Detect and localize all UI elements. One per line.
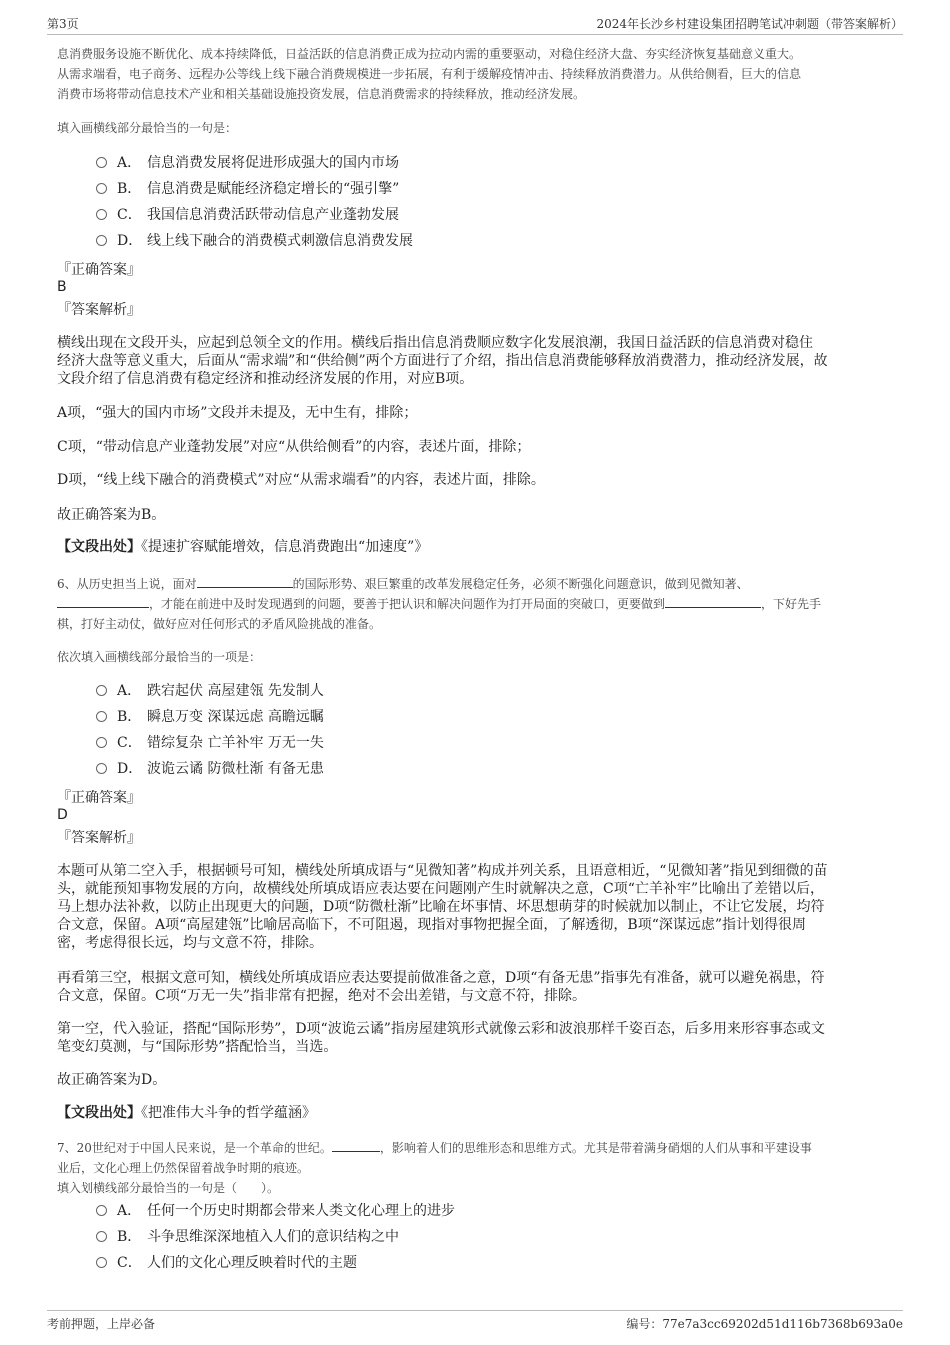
q5-conclusion: 故正确答案为B。 [57, 507, 166, 523]
radio-icon[interactable] [96, 183, 107, 194]
fill-blank [57, 595, 149, 608]
radio-icon[interactable] [96, 157, 107, 168]
q6-option-a[interactable]: A． 跌宕起伏 高屋建瓴 先发制人 [96, 678, 796, 704]
document-serial: 编号：77e7a3cc69202d51d116b7368b693a0e [626, 1317, 903, 1331]
radio-icon[interactable] [96, 1231, 107, 1242]
q6-conclusion: 故正确答案为D。 [57, 1072, 167, 1088]
radio-icon[interactable] [96, 209, 107, 220]
q6-stem: 6、从历史担当上说，面对 的国际形势、艰巨繁重的改革发展稳定任务，必须不断强化问题意识，做到见微知著、 ，才能在前进中及时发现遇到的问题，要善于把认识和解决问题作为打开局面的突破口，更要做到 ，下好先手 棋，打好主动仗，做好应对任何形式的矛盾风险挑战的准备。 [57, 577, 822, 631]
q5-source: 【文段出处】《提速扩容赋能增效，信息消费跑出“加速度”》 [57, 539, 429, 555]
page-header [47, 12, 903, 35]
q5-option-b[interactable]: B． 信息消费是赋能经济稳定增长的“强引擎” [96, 176, 796, 202]
q6-option-b[interactable]: B． 瞬息万变 深谋远虑 高瞻远瞩 [96, 704, 796, 730]
q5-passage-line: 消费市场将带动信息技术产业和相关基础设施投资发展，信息消费需求的持续释放，推动经济发展。 [57, 87, 586, 101]
page-number: 第3页 [47, 17, 79, 31]
q5-answer-label: 『正确答案』 [57, 262, 141, 278]
q5-analysis-para: A项，“强大的国内市场”文段并未提及，无中生有，排除； [57, 405, 418, 421]
fill-blank [197, 575, 293, 588]
radio-icon[interactable] [96, 1205, 107, 1216]
radio-icon[interactable] [96, 711, 107, 722]
fill-blank [332, 1139, 380, 1152]
q5-analysis-label: 『答案解析』 [57, 302, 141, 318]
q5-passage-line: 从需求端看，电子商务、远程办公等线上线下融合消费规模进一步拓展，有利于缓解疫情冲击、持续释放消费潜力。从供给侧看，巨大的信息 [57, 67, 802, 81]
radio-icon[interactable] [96, 737, 107, 748]
q5-analysis-para: D项，“线上线下融合的消费模式”对应“从需求端看”的内容，表述片面，排除。 [57, 472, 545, 488]
q6-analysis-para: 再看第三空，根据文意可知，横线处所填成语应表达要提前做准备之意，D项“有备无患”指事先有准备，就可以避免祸患，符 合文意，保留。C项“万无一失”指非常有把握，绝对不会出差错，与文意不符，排除。 [57, 970, 825, 1004]
q6-answer-label: 『正确答案』 [57, 790, 141, 806]
page-footer [47, 1310, 903, 1333]
radio-icon[interactable] [96, 685, 107, 696]
q7-option-b[interactable]: B． 斗争思维深深地植入人们的意识结构之中 [96, 1224, 796, 1250]
q5-passage [57, 44, 893, 104]
q7-stem: 7、20世纪对于中国人民来说，是一个革命的世纪。 ，影响着人们的思维形态和思维方式。尤其是带着满身硝烟的人们从事和平建设事 业后，文化心理上仍然保留着战争时期的痕迹。 填入划横线部分最恰当的一句是（ ）。 [57, 1138, 893, 1198]
q6-option-d[interactable]: D． 波诡云谲 防微杜渐 有备无患 [96, 756, 796, 782]
radio-icon[interactable] [96, 1257, 107, 1268]
radio-icon[interactable] [96, 235, 107, 246]
q7-option-a[interactable]: A． 任何一个历史时期都会带来人类文化心理上的进步 [96, 1198, 796, 1224]
q5-analysis-para: 横线出现在文段开头，应起到总领全文的作用。横线后指出信息消费顺应数字化发展浪潮，我国日益活跃的信息消费对稳住 经济大盘等意义重大，后面从“需求端”和“供给侧”两个方面进行了介绍，指出信息消费能够释放消费潜力，推动经济发展，故 文段介绍了信息消费有稳定经济和推动经济发展的作用，对应B项。 [57, 335, 828, 387]
q7-options [96, 1198, 796, 1276]
q6-analysis-para: 本题可从第二空入手，根据顿号可知，横线处所填成语与“见微知著”构成并列关系，且语意相近，“见微知著”指见到细微的苗 头，就能预知事物发展的方向，故横线处所填成语应表达要在问题刚产生时就解决之意，C项“亡羊补牢”比喻出了差错以后， 马上想办法补救，以防止出现更大的问题，D项“防微杜渐”比喻在坏事情、坏思想萌芽的时候就加以制止，不让它发展，均符 合文意，保留。A项“高屋建瓴”比喻居高临下，不可阻遏，现指对事物把握全面，了解透彻，B项“深谋远虑”指计划得很周 密，考虑得很长远，均与文意不符，排除。 [57, 863, 828, 951]
q7-option-c[interactable]: C． 人们的文化心理反映着时代的主题 [96, 1250, 796, 1276]
q5-options [96, 150, 796, 254]
q5-option-d[interactable]: D． 线上线下融合的消费模式刺激信息消费发展 [96, 228, 796, 254]
q6-prompt: 依次填入画横线部分最恰当的一项是： [57, 650, 262, 664]
q7-prompt: 填入划横线部分最恰当的一句是（ ）。 [57, 1181, 280, 1195]
radio-icon[interactable] [96, 763, 107, 774]
q6-option-c[interactable]: C． 错综复杂 亡羊补牢 万无一失 [96, 730, 796, 756]
q6-options [96, 678, 796, 782]
q5-option-c[interactable]: C． 我国信息消费活跃带动信息产业蓬勃发展 [96, 202, 796, 228]
q6-source: 【文段出处】《把准伟大斗争的哲学蕴涵》 [57, 1105, 316, 1121]
q5-prompt: 填入画横线部分最恰当的一句是： [57, 121, 238, 135]
q5-option-a[interactable]: A． 信息消费发展将促进形成强大的国内市场 [96, 150, 796, 176]
q5-passage-line: 息消费服务设施不断优化、成本持续降低，日益活跃的信息消费正成为拉动内需的重要驱动，对稳住经济大盘、夯实经济恢复基础意义重大。 [57, 47, 802, 61]
q6-analysis-para: 第一空，代入验证，搭配“国际形势”，D项“波诡云谲”指房屋建筑形式就像云彩和波浪那样千姿百态，后多用来形容事态或文 笔变幻莫测，与“国际形势”搭配恰当，当选。 [57, 1021, 825, 1055]
q5-answer: B [57, 279, 67, 295]
q6-answer: D [57, 807, 68, 823]
q5-analysis-para: C项，“带动信息产业蓬勃发展”对应“从供给侧看”的内容，表述片面，排除； [57, 439, 531, 455]
document-title: 2024年长沙乡村建设集团招聘笔试冲刺题（带答案解析） [596, 17, 903, 31]
fill-blank [665, 595, 761, 608]
q6-analysis-label: 『答案解析』 [57, 830, 141, 846]
footer-slogan: 考前押题，上岸必备 [47, 1317, 156, 1331]
